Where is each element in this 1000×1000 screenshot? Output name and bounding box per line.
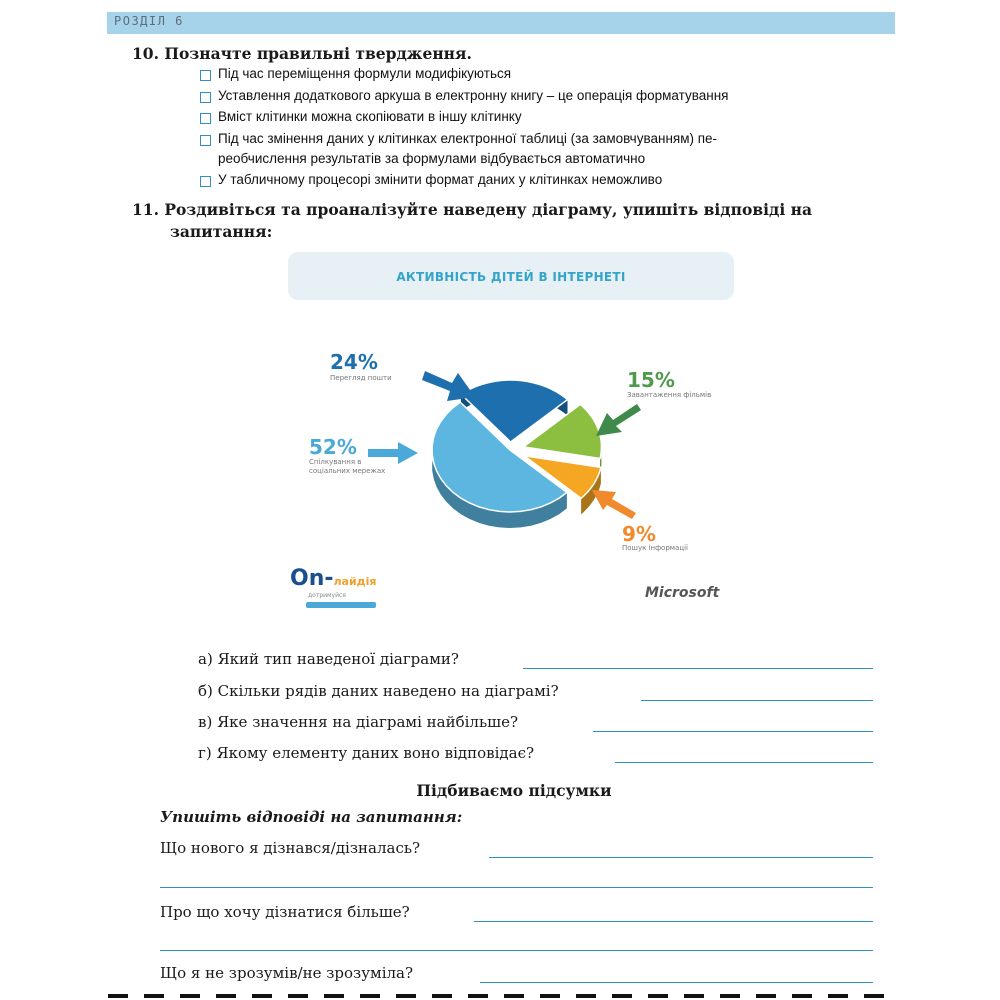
summary-question-1: Що нового я дізнався/дізналась?	[160, 839, 421, 857]
cut-line-dash	[720, 994, 740, 998]
on-logo: On-лайдія	[290, 566, 377, 591]
cut-line-dash	[792, 994, 812, 998]
cut-line-dash	[864, 994, 884, 998]
cut-line-dash	[252, 994, 272, 998]
on-logo-sub: дотримуйся	[308, 592, 346, 599]
label-15-value: 15%	[627, 368, 675, 392]
q10-option-5: У табличному процесорі змінити формат даних у клітинках неможливо	[218, 172, 663, 187]
q11-question-d: г) Якому елементу даних воно відповідає?	[198, 744, 535, 762]
summary-question-2: Про що хочу дізнатися більше?	[160, 903, 410, 921]
summary-instruction: Упишіть відповіді на запитання:	[160, 808, 463, 826]
cut-line-dash	[288, 994, 308, 998]
arrow-films	[596, 404, 641, 436]
summary-title: Підбиваємо підсумки	[416, 781, 612, 800]
q11-question-c: в) Яке значення на діаграмі найбільше?	[198, 713, 518, 731]
summary-question-3: Що я не зрозумів/не зрозуміла?	[160, 964, 414, 982]
answer-line-b[interactable]	[641, 700, 873, 701]
label-52-value: 52%	[309, 435, 357, 459]
summary-answer-line-2b[interactable]	[160, 950, 873, 951]
q10-option-4-line2: реобчислення результатів за формулами відбувається автоматично	[218, 151, 646, 166]
q11-title-line1: 11. Роздивіться та проаналізуйте наведену діаграму, упишіть відповіді на	[132, 200, 812, 219]
cut-line-dash	[360, 994, 380, 998]
cut-line-dash	[828, 994, 848, 998]
cut-line-dash	[180, 994, 200, 998]
label-24-text: Перегляд пошти	[330, 374, 392, 382]
cut-line-dash	[756, 994, 776, 998]
cut-line-dash	[540, 994, 560, 998]
q10-option-2: Уставлення додаткового аркуша в електронну книгу – це операція форматування	[218, 88, 729, 103]
arrow-search	[592, 490, 636, 519]
q11-question-b: б) Скільки рядів даних наведено на діаграмі?	[198, 682, 559, 700]
label-52-text: Спілкування в соціальних мережах	[309, 458, 386, 475]
cut-line-dash	[468, 994, 488, 998]
cut-line-dash	[324, 994, 344, 998]
arrow-mail	[422, 371, 475, 401]
cut-line-dash	[108, 994, 128, 998]
answer-line-d[interactable]	[615, 762, 873, 763]
summary-answer-line-3a[interactable]	[480, 982, 873, 983]
cut-line-dash	[684, 994, 704, 998]
cut-line-dash	[504, 994, 524, 998]
q10-option-3: Вміст клітинки можна скопіювати в іншу клітинку	[218, 109, 522, 124]
label-24-value: 24%	[330, 350, 378, 374]
on-logo-bar	[306, 602, 376, 608]
answer-line-a[interactable]	[523, 668, 873, 669]
cut-line-dash	[612, 994, 632, 998]
q10-option-4-line1: Під час змінення даних у клітинках електронної таблиці (за замовчуванням) пе-	[218, 131, 718, 146]
q10-title: 10. Позначте правильні твердження.	[132, 44, 472, 63]
q10-option-1: Під час переміщення формули модифікуються	[218, 66, 512, 81]
summary-answer-line-2a[interactable]	[474, 921, 873, 922]
summary-answer-line-1a[interactable]	[489, 857, 873, 858]
cut-line-dash	[396, 994, 416, 998]
answer-line-c[interactable]	[593, 731, 873, 732]
label-15-text: Завантаження фільмів	[627, 391, 712, 399]
cut-line-dash	[648, 994, 668, 998]
summary-answer-line-1b[interactable]	[160, 887, 873, 888]
q11-title-line2: запитання:	[170, 222, 273, 241]
chart-title: АКТИВНІСТЬ ДІТЕЙ В ІНТЕРНЕТІ	[396, 270, 626, 284]
cut-line-dash	[144, 994, 164, 998]
cut-line-dash	[432, 994, 452, 998]
cut-line-dash	[216, 994, 236, 998]
q11-question-a: а) Який тип наведеної діаграми?	[198, 650, 459, 668]
label-9-value: 9%	[622, 522, 656, 546]
microsoft-logo: Microsoft	[645, 585, 720, 601]
section-header: РОЗДІЛ 6	[114, 14, 184, 28]
label-9-text: Пошук інформації	[622, 544, 689, 552]
cut-line-dash	[576, 994, 596, 998]
